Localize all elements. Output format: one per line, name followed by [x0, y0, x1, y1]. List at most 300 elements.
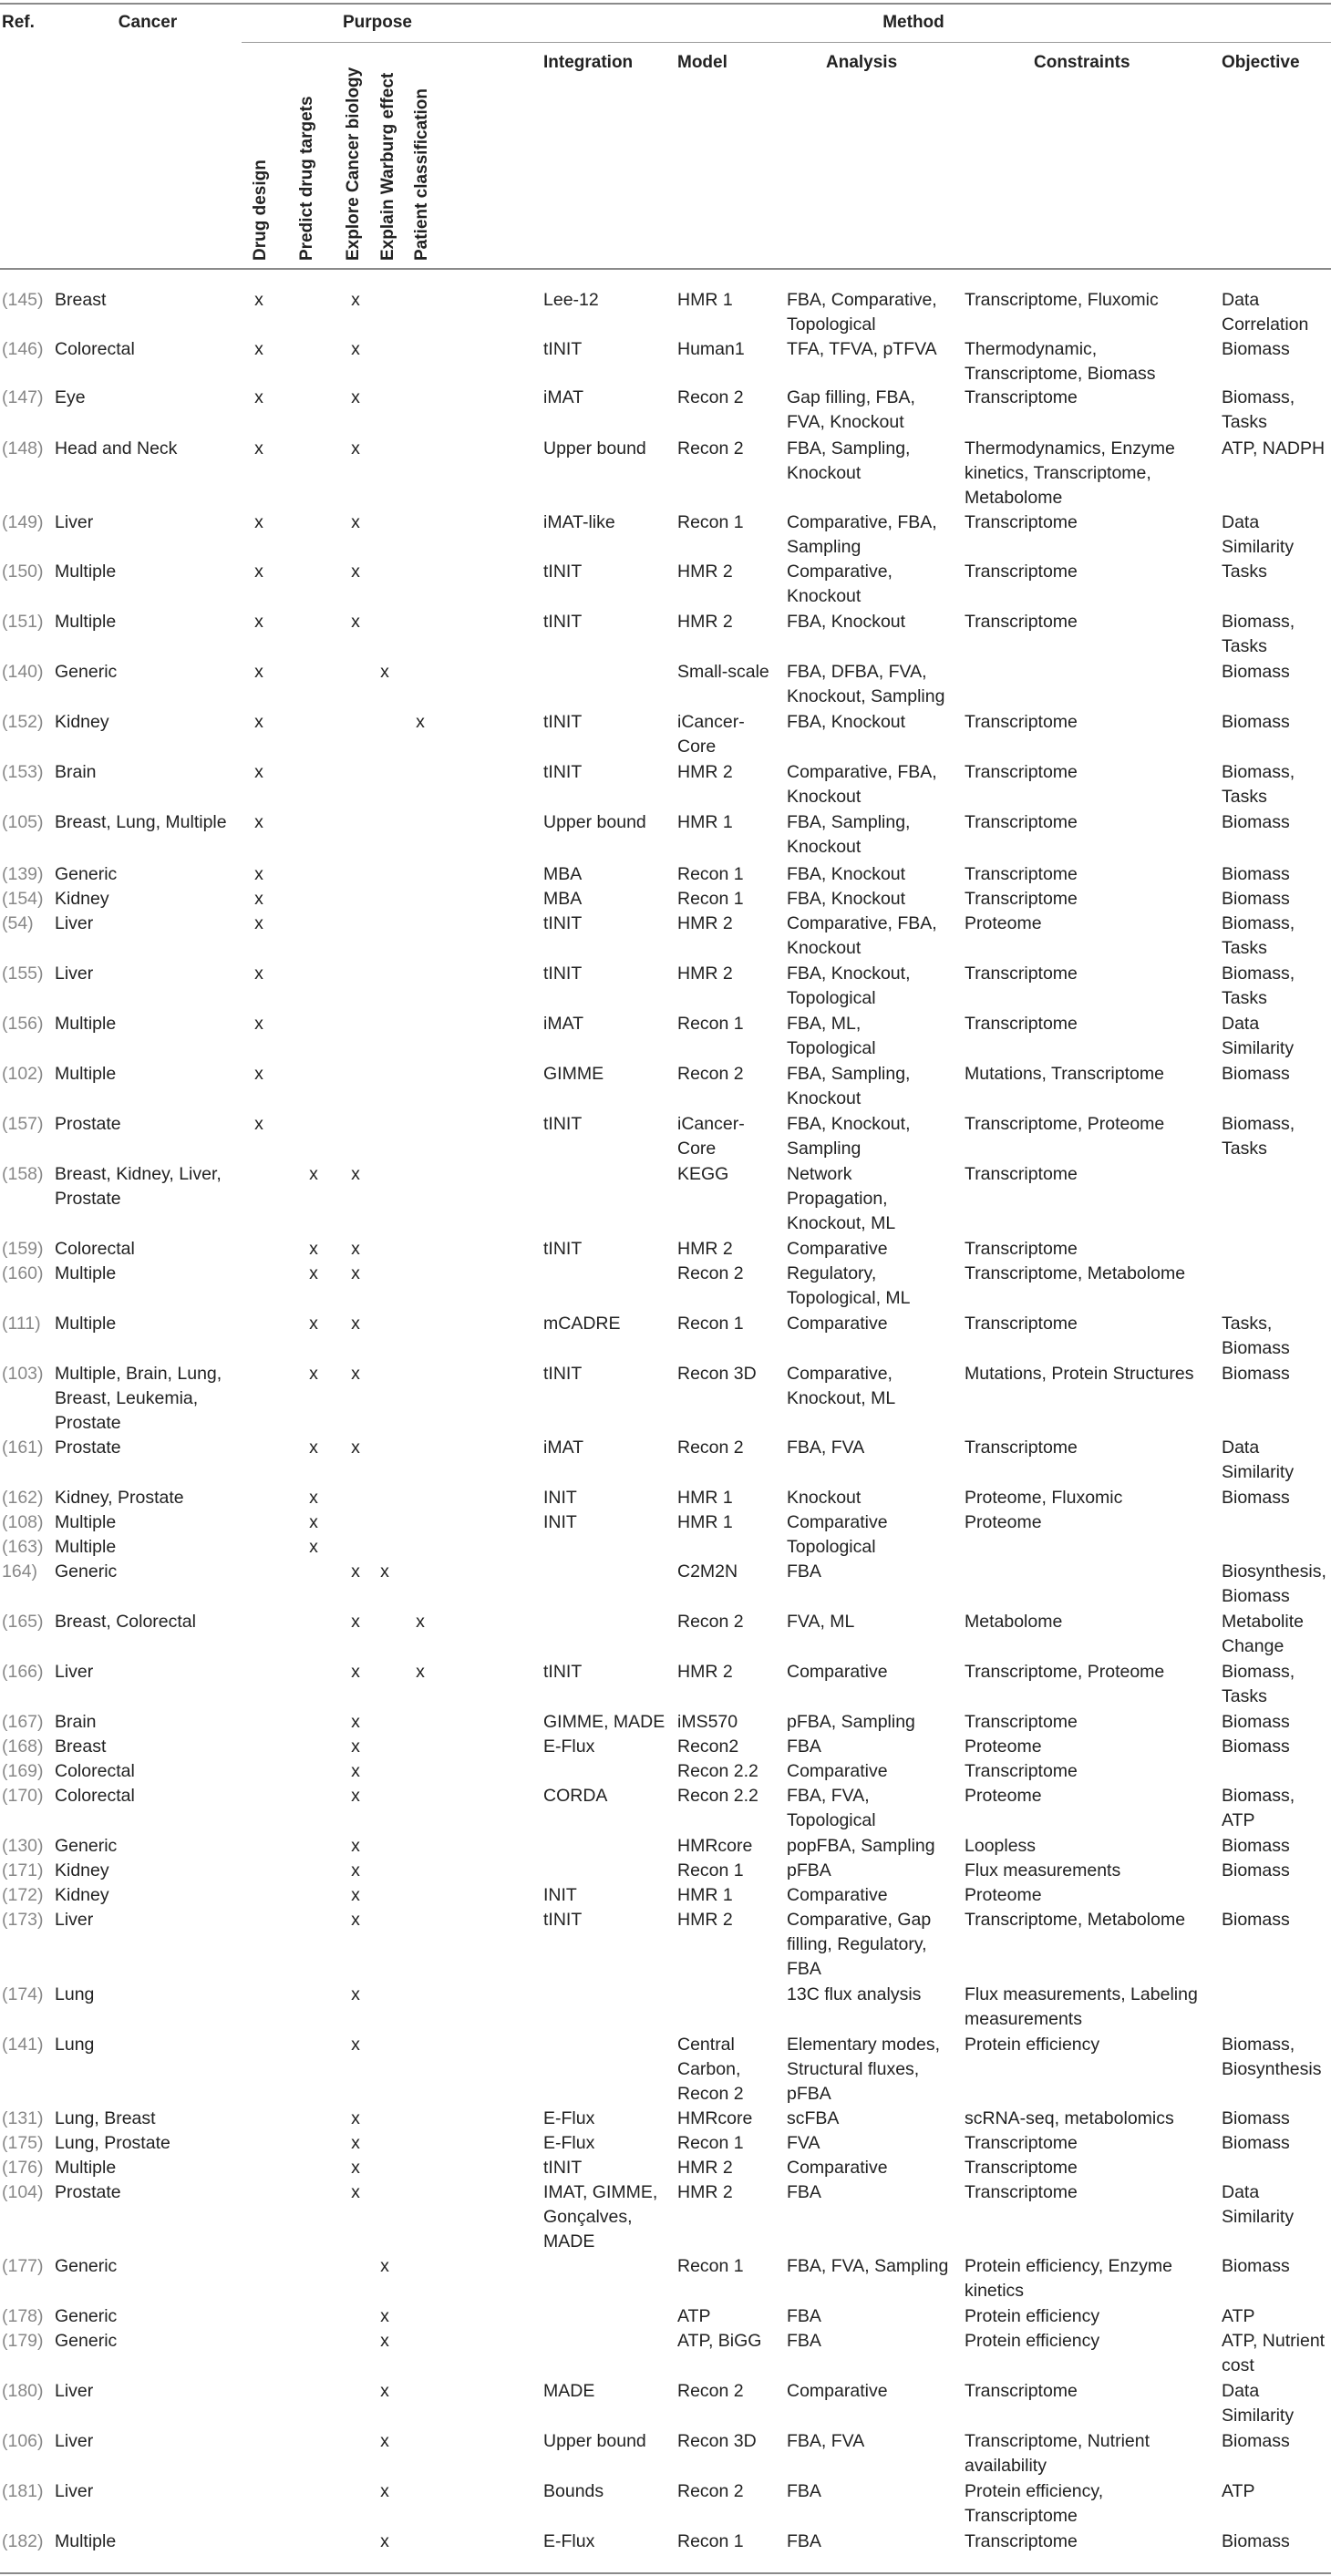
- row-objective: Biomass: [1222, 1736, 1290, 1757]
- header-rule: [0, 268, 1331, 270]
- row-integration: tINIT: [543, 339, 583, 359]
- row-cancer: Generic: [55, 1836, 118, 1856]
- row-analysis: Comparative Topological: [787, 1512, 888, 1557]
- row-model: HMR 1: [677, 1512, 733, 1532]
- row-constraints: Mutations, Protein Structures: [965, 1364, 1194, 1384]
- purpose-mark: x: [254, 913, 263, 933]
- row-integration: tINIT: [543, 2158, 583, 2178]
- row-constraints: Transcriptome, Nutrient availability: [965, 2431, 1150, 2476]
- header-analysis: Analysis: [826, 53, 898, 72]
- row-objective: Biomass: [1222, 812, 1290, 832]
- row-objective: Biomass: [1222, 2133, 1290, 2153]
- row-constraints: Transcriptome: [965, 1712, 1078, 1732]
- row-integration: tINIT: [543, 963, 583, 984]
- row-analysis: FBA, Knockout: [787, 712, 906, 732]
- header-ref: Ref.: [2, 13, 35, 32]
- row-cancer: Colorectal: [55, 1239, 135, 1259]
- purpose-mark: x: [351, 1761, 360, 1781]
- row-cancer: Liver: [55, 2381, 94, 2401]
- row-model: Recon 1: [677, 864, 744, 884]
- row-constraints: Transcriptome: [965, 512, 1078, 532]
- row-constraints: Protein efficiency: [965, 2331, 1100, 2351]
- row-cancer: Generic: [55, 2306, 118, 2326]
- purpose-mark: x: [309, 1512, 318, 1532]
- row-cancer: Multiple: [55, 1537, 117, 1557]
- row-objective: Data Similarity: [1222, 2381, 1295, 2426]
- purpose-mark: x: [351, 2108, 360, 2128]
- row-integration: tINIT: [543, 762, 583, 782]
- row-ref: (175): [2, 2133, 44, 2153]
- row-integration: MBA: [543, 864, 583, 884]
- row-cancer: Prostate: [55, 2182, 121, 2202]
- purpose-mark: x: [351, 1712, 360, 1732]
- row-ref: (106): [2, 2431, 44, 2451]
- row-analysis: Comparative, Knockout, ML: [787, 1364, 896, 1408]
- row-integration: iMAT: [543, 1014, 584, 1034]
- row-analysis: FBA: [787, 1736, 821, 1757]
- row-cancer: Liver: [55, 1910, 94, 1930]
- row-analysis: Regulatory, Topological, ML: [787, 1263, 911, 1308]
- purpose-mark: x: [351, 2133, 360, 2153]
- row-integration: E-Flux: [543, 1736, 595, 1757]
- row-analysis: Comparative: [787, 2158, 888, 2178]
- row-cancer: Multiple: [55, 612, 117, 632]
- row-model: HMR 1: [677, 290, 733, 310]
- row-cancer: Breast: [55, 1736, 107, 1757]
- row-integration: iMAT: [543, 1437, 584, 1458]
- row-constraints: Transcriptome: [965, 2133, 1078, 2153]
- row-model: Recon 2: [677, 1263, 744, 1283]
- row-objective: Biomass: [1222, 339, 1290, 359]
- row-cancer: Kidney: [55, 1885, 109, 1905]
- row-integration: MBA: [543, 889, 583, 909]
- row-cancer: Liver: [55, 963, 94, 984]
- purpose-mark: x: [380, 2256, 389, 2276]
- row-model: Central Carbon, Recon 2: [677, 2035, 744, 2104]
- row-cancer: Kidney: [55, 1860, 109, 1880]
- row-objective: Data Similarity: [1222, 1014, 1295, 1058]
- purpose-mark: x: [254, 712, 263, 732]
- row-objective: Biomass, ATP: [1222, 1786, 1295, 1830]
- row-constraints: Transcriptome: [965, 963, 1078, 984]
- purpose-mark: x: [254, 290, 263, 310]
- row-ref: (130): [2, 1836, 44, 1856]
- row-analysis: Comparative, FBA, Knockout: [787, 762, 937, 807]
- row-model: ATP: [677, 2306, 711, 2326]
- row-analysis: FBA, FVA: [787, 1437, 865, 1458]
- row-cancer: Lung, Prostate: [55, 2133, 170, 2153]
- row-cancer: Eye: [55, 387, 86, 407]
- purpose-mark: x: [254, 512, 263, 532]
- row-model: HMR 2: [677, 963, 733, 984]
- row-constraints: Transcriptome, Proteome: [965, 1662, 1165, 1682]
- row-ref: (111): [2, 1314, 41, 1334]
- row-ref: (161): [2, 1437, 44, 1458]
- row-objective: Biomass: [1222, 1910, 1290, 1930]
- header-purpose: Purpose: [342, 13, 413, 32]
- purpose-mark: x: [380, 2331, 389, 2351]
- row-ref: (152): [2, 712, 44, 732]
- row-ref: (154): [2, 889, 44, 909]
- row-constraints: Transcriptome, Proteome: [965, 1114, 1165, 1134]
- row-model: HMR 2: [677, 2182, 733, 2202]
- row-cancer: Multiple: [55, 1064, 117, 1084]
- row-ref: (179): [2, 2331, 44, 2351]
- row-constraints: Protein efficiency: [965, 2306, 1100, 2326]
- row-constraints: Transcriptome: [965, 562, 1078, 582]
- row-ref: (169): [2, 1761, 44, 1781]
- row-constraints: scRNA-seq, metabolomics: [965, 2108, 1174, 2128]
- purpose-rule: [242, 42, 1331, 43]
- row-cancer: Generic: [55, 2256, 118, 2276]
- row-objective: Biomass, Biosynthesis: [1222, 2035, 1322, 2079]
- row-objective: Biomass: [1222, 2531, 1290, 2551]
- header-cancer: Cancer: [118, 13, 178, 32]
- row-integration: tINIT: [543, 913, 583, 933]
- row-constraints: Transcriptome: [965, 2531, 1078, 2551]
- row-ref: (147): [2, 387, 44, 407]
- row-objective: ATP, Nutrient cost: [1222, 2331, 1326, 2375]
- row-integration: INIT: [543, 1488, 577, 1508]
- row-integration: Upper bound: [543, 812, 646, 832]
- purpose-mark: x: [309, 1364, 318, 1384]
- row-analysis: Comparative: [787, 1314, 888, 1334]
- row-constraints: Transcriptome, Metabolome: [965, 1263, 1186, 1283]
- row-constraints: Proteome: [965, 1786, 1042, 1806]
- row-cancer: Liver: [55, 2481, 94, 2501]
- row-cancer: Lung: [55, 2035, 95, 2055]
- row-objective: Biomass: [1222, 1836, 1290, 1856]
- purpose-mark: x: [351, 1736, 360, 1757]
- row-model: Recon 2: [677, 1612, 744, 1632]
- purpose-mark: x: [254, 963, 263, 984]
- purpose-mark: x: [380, 662, 389, 682]
- row-constraints: Transcriptome: [965, 1437, 1078, 1458]
- row-model: Recon 2: [677, 1437, 744, 1458]
- row-ref: (146): [2, 339, 44, 359]
- row-integration: E-Flux: [543, 2133, 595, 2153]
- row-objective: Biomass: [1222, 864, 1290, 884]
- row-ref: (157): [2, 1114, 44, 1134]
- purpose-mark: x: [254, 612, 263, 632]
- row-constraints: Proteome, Fluxomic: [965, 1488, 1123, 1508]
- row-model: HMR 1: [677, 1885, 733, 1905]
- row-cancer: Liver: [55, 2431, 94, 2451]
- row-ref: (168): [2, 1736, 44, 1757]
- row-model: HMR 2: [677, 762, 733, 782]
- purpose-mark: x: [380, 2306, 389, 2326]
- row-integration: GIMME, MADE: [543, 1712, 666, 1732]
- row-constraints: Protein efficiency: [965, 2035, 1100, 2055]
- row-ref: (150): [2, 562, 44, 582]
- header-integration: Integration: [543, 53, 634, 72]
- purpose-mark: x: [254, 1064, 263, 1084]
- row-analysis: popFBA, Sampling: [787, 1836, 935, 1856]
- purpose-mark: x: [351, 1164, 360, 1184]
- row-ref: (171): [2, 1860, 44, 1880]
- row-analysis: pFBA, Sampling: [787, 1712, 915, 1732]
- row-constraints: Transcriptome: [965, 762, 1078, 782]
- row-constraints: Transcriptome: [965, 2158, 1078, 2178]
- purpose-mark: x: [351, 290, 360, 310]
- row-analysis: FBA: [787, 1561, 821, 1582]
- row-model: HMR 1: [677, 812, 733, 832]
- row-constraints: Proteome: [965, 1885, 1042, 1905]
- row-cancer: Prostate: [55, 1114, 121, 1134]
- row-integration: Lee-12: [543, 290, 599, 310]
- purpose-mark: x: [380, 1561, 389, 1582]
- row-analysis: Gap filling, FBA, FVA, Knockout: [787, 387, 915, 432]
- row-constraints: Transcriptome, Metabolome: [965, 1910, 1186, 1930]
- row-analysis: Comparative: [787, 1885, 888, 1905]
- purpose-mark: x: [351, 1314, 360, 1334]
- row-ref: (140): [2, 662, 44, 682]
- purpose-mark: x: [254, 562, 263, 582]
- purpose-mark: x: [254, 438, 263, 459]
- row-ref: (173): [2, 1910, 44, 1930]
- purpose-mark: x: [254, 387, 263, 407]
- purpose-mark: x: [351, 512, 360, 532]
- top-rule: [0, 3, 1331, 5]
- row-ref: (148): [2, 438, 44, 459]
- row-model: HMR 2: [677, 1910, 733, 1930]
- row-model: Recon 1: [677, 2531, 744, 2551]
- purpose-mark: x: [254, 889, 263, 909]
- row-integration: MADE: [543, 2381, 595, 2401]
- row-constraints: Flux measurements: [965, 1860, 1121, 1880]
- purpose-mark: x: [309, 1263, 318, 1283]
- row-model: HMRcore: [677, 1836, 753, 1856]
- row-model: Small-scale: [677, 662, 769, 682]
- row-objective: Data Correlation: [1222, 290, 1309, 335]
- row-objective: Biomass: [1222, 1064, 1290, 1084]
- header-model: Model: [677, 53, 727, 72]
- row-objective: Metabolite Change: [1222, 1612, 1304, 1656]
- header-drug-design: Drug design: [251, 160, 270, 261]
- row-model: Recon 2.2: [677, 1761, 758, 1781]
- row-cancer: Colorectal: [55, 1761, 135, 1781]
- row-ref: (182): [2, 2531, 44, 2551]
- row-cancer: Breast, Kidney, Liver, Prostate: [55, 1164, 222, 1209]
- row-integration: INIT: [543, 1512, 577, 1532]
- row-analysis: FBA, FVA, Sampling: [787, 2256, 949, 2276]
- row-cancer: Generic: [55, 1561, 118, 1582]
- row-constraints: Transcriptome: [965, 2182, 1078, 2202]
- row-model: Recon 2.2: [677, 1786, 758, 1806]
- row-model: HMR 1: [677, 1488, 733, 1508]
- purpose-mark: x: [351, 2035, 360, 2055]
- row-ref: (141): [2, 2035, 44, 2055]
- row-cancer: Multiple: [55, 1314, 117, 1334]
- row-integration: Upper bound: [543, 438, 646, 459]
- row-objective: Biomass: [1222, 1860, 1290, 1880]
- row-cancer: Head and Neck: [55, 438, 178, 459]
- purpose-mark: x: [351, 1885, 360, 1905]
- row-model: HMR 2: [677, 562, 733, 582]
- row-ref: (166): [2, 1662, 44, 1682]
- row-objective: Biomass: [1222, 1488, 1290, 1508]
- row-objective: Biomass, Tasks: [1222, 612, 1295, 656]
- row-cancer: Colorectal: [55, 1786, 135, 1806]
- purpose-mark: x: [351, 1910, 360, 1930]
- row-model: Recon 1: [677, 1014, 744, 1034]
- row-model: Recon 2: [677, 438, 744, 459]
- row-objective: Biomass: [1222, 2431, 1290, 2451]
- purpose-mark: x: [309, 1437, 318, 1458]
- row-integration: tINIT: [543, 1364, 583, 1384]
- row-objective: Biomass: [1222, 889, 1290, 909]
- row-analysis: FBA, Knockout, Topological: [787, 963, 911, 1008]
- row-cancer: Liver: [55, 913, 94, 933]
- row-analysis: FBA, FVA: [787, 2431, 865, 2451]
- row-objective: Biosynthesis, Biomass: [1222, 1561, 1326, 1606]
- purpose-mark: x: [309, 1239, 318, 1259]
- row-ref: (102): [2, 1064, 44, 1084]
- row-model: Recon 3D: [677, 2431, 757, 2451]
- purpose-mark: x: [254, 864, 263, 884]
- row-cancer: Liver: [55, 512, 94, 532]
- purpose-mark: x: [351, 2158, 360, 2178]
- row-analysis: 13C flux analysis: [787, 1984, 922, 2004]
- row-constraints: Transcriptome: [965, 1014, 1078, 1034]
- row-objective: Biomass, Tasks: [1222, 1114, 1295, 1159]
- purpose-mark: x: [416, 712, 425, 732]
- purpose-mark: x: [380, 2531, 389, 2551]
- purpose-mark: x: [351, 387, 360, 407]
- purpose-mark: x: [351, 612, 360, 632]
- header-method: Method: [882, 13, 944, 32]
- row-objective: Data Similarity: [1222, 512, 1295, 557]
- purpose-mark: x: [351, 1984, 360, 2004]
- header-explain-warburg-effect: Explain Warburg effect: [378, 72, 397, 261]
- row-ref: (170): [2, 1786, 44, 1806]
- row-ref: (172): [2, 1885, 44, 1905]
- row-model: HMR 2: [677, 913, 733, 933]
- row-model: HMR 2: [677, 2158, 733, 2178]
- row-integration: E-Flux: [543, 2108, 595, 2128]
- row-model: Recon 1: [677, 2133, 744, 2153]
- row-analysis: FBA, Knockout: [787, 864, 906, 884]
- row-model: iCancer- Core: [677, 1114, 745, 1159]
- row-constraints: Proteome: [965, 1512, 1042, 1532]
- row-constraints: Protein efficiency, Enzyme kinetics: [965, 2256, 1172, 2301]
- purpose-mark: x: [351, 1263, 360, 1283]
- purpose-mark: x: [416, 1662, 425, 1682]
- row-cancer: Breast, Colorectal: [55, 1612, 196, 1632]
- row-constraints: Transcriptome: [965, 1314, 1078, 1334]
- row-analysis: FVA: [787, 2133, 820, 2153]
- row-ref: (163): [2, 1537, 44, 1557]
- row-analysis: pFBA: [787, 1860, 831, 1880]
- row-objective: Data Similarity: [1222, 2182, 1295, 2227]
- row-model: Recon 3D: [677, 1364, 757, 1384]
- row-model: HMR 2: [677, 1239, 733, 1259]
- row-ref: (103): [2, 1364, 44, 1384]
- row-analysis: Comparative, FBA, Sampling: [787, 512, 937, 557]
- row-analysis: Knockout: [787, 1488, 862, 1508]
- row-model: Human1: [677, 339, 745, 359]
- row-ref: (155): [2, 963, 44, 984]
- row-integration: GIMME: [543, 1064, 604, 1084]
- row-ref: (162): [2, 1488, 44, 1508]
- purpose-mark: x: [351, 339, 360, 359]
- row-ref: (108): [2, 1512, 44, 1532]
- row-constraints: Metabolome: [965, 1612, 1063, 1632]
- row-analysis: TFA, TFVA, pTFVA: [787, 339, 937, 359]
- row-cancer: Multiple: [55, 1512, 117, 1532]
- row-objective: Tasks: [1222, 562, 1267, 582]
- row-objective: Biomass: [1222, 712, 1290, 732]
- row-cancer: Multiple: [55, 562, 117, 582]
- purpose-mark: x: [351, 1860, 360, 1880]
- row-constraints: Proteome: [965, 913, 1042, 933]
- row-constraints: Transcriptome: [965, 387, 1078, 407]
- row-model: HMRcore: [677, 2108, 753, 2128]
- purpose-mark: x: [309, 1164, 318, 1184]
- row-constraints: Thermodynamic, Transcriptome, Biomass: [965, 339, 1156, 384]
- row-integration: Upper bound: [543, 2431, 646, 2451]
- row-ref: (176): [2, 2158, 44, 2178]
- row-integration: INIT: [543, 1885, 577, 1905]
- row-analysis: Comparative, Gap filling, Regulatory, FBA: [787, 1910, 932, 1979]
- row-analysis: FBA, Knockout, Sampling: [787, 1114, 911, 1159]
- row-cancer: Generic: [55, 2331, 118, 2351]
- row-model: iMS570: [677, 1712, 738, 1732]
- row-ref: (105): [2, 812, 44, 832]
- header-patient-classification: Patient classification: [412, 88, 431, 261]
- purpose-mark: x: [351, 2182, 360, 2202]
- row-cancer: Multiple: [55, 2158, 117, 2178]
- row-integration: tINIT: [543, 562, 583, 582]
- purpose-mark: x: [254, 1114, 263, 1134]
- row-ref: (156): [2, 1014, 44, 1034]
- row-cancer: Lung: [55, 1984, 95, 2004]
- row-cancer: Breast: [55, 290, 107, 310]
- row-constraints: Transcriptome: [965, 612, 1078, 632]
- row-model: Recon 2: [677, 2381, 744, 2401]
- row-model: iCancer- Core: [677, 712, 745, 757]
- row-objective: Biomass, Tasks: [1222, 913, 1295, 958]
- row-ref: (153): [2, 762, 44, 782]
- row-model: Recon 1: [677, 512, 744, 532]
- row-model: ATP, BiGG: [677, 2331, 762, 2351]
- row-ref: (181): [2, 2481, 44, 2501]
- row-integration: mCADRE: [543, 1314, 621, 1334]
- row-model: KEGG: [677, 1164, 729, 1184]
- row-analysis: FBA, Sampling, Knockout: [787, 438, 911, 483]
- header-explore-cancer-biology: Explore Cancer biology: [344, 67, 363, 261]
- row-ref: (180): [2, 2381, 44, 2401]
- row-cancer: Breast, Lung, Multiple: [55, 812, 227, 832]
- purpose-mark: x: [380, 2381, 389, 2401]
- row-analysis: Comparative: [787, 1239, 888, 1259]
- row-ref: (151): [2, 612, 44, 632]
- row-objective: ATP, NADPH: [1222, 438, 1326, 459]
- row-objective: Biomass: [1222, 2108, 1290, 2128]
- row-integration: tINIT: [543, 712, 583, 732]
- header-objective: Objective: [1222, 53, 1300, 72]
- row-integration: iMAT: [543, 387, 584, 407]
- row-integration: tINIT: [543, 612, 583, 632]
- row-analysis: FBA, Sampling, Knockout: [787, 812, 911, 857]
- row-objective: Biomass, Tasks: [1222, 762, 1295, 807]
- purpose-mark: x: [254, 812, 263, 832]
- row-objective: Biomass: [1222, 1364, 1290, 1384]
- row-ref: (158): [2, 1164, 44, 1184]
- row-ref: (178): [2, 2306, 44, 2326]
- row-analysis: FBA: [787, 2306, 821, 2326]
- row-objective: Biomass: [1222, 662, 1290, 682]
